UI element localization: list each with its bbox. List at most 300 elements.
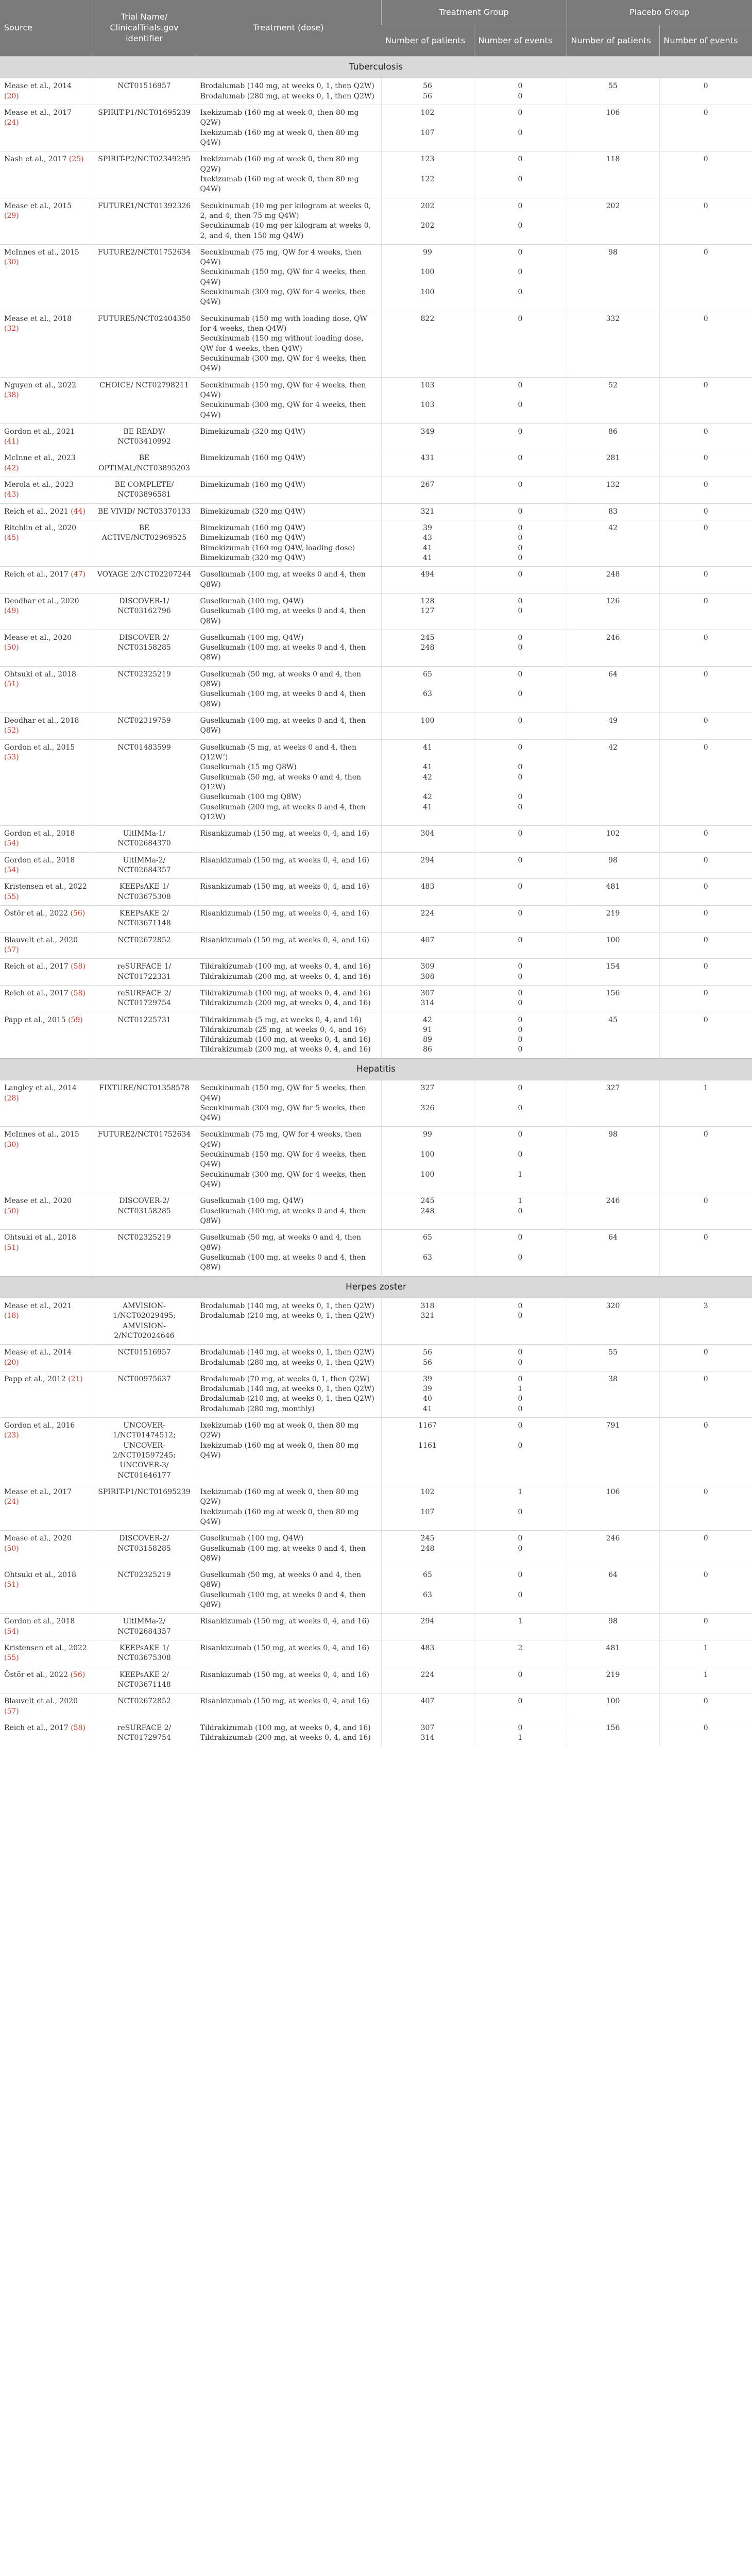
source-text: Reich et al., 2017 [4,962,69,971]
placebo-patients-cell: 55 [567,1345,659,1371]
source-text: Reich et al., 2017 [4,989,69,997]
placebo-events-cell: 0 [659,1693,752,1720]
treatment-patients-cell [381,151,474,198]
table-row [0,906,752,933]
treatment-events-cell [474,1720,567,1746]
events-value: 0 [518,1150,523,1159]
placebo-patients-cell: 154 [567,959,659,986]
treatment-events-cell [474,630,567,666]
reference-link[interactable]: (24) [4,118,19,127]
patients-value: 41 [423,763,432,772]
trial-cell: NCT01516957 [93,78,196,105]
reference-link[interactable]: (44) [71,507,86,516]
reference-link[interactable]: (54) [4,839,19,848]
reference-link[interactable]: (56) [70,909,86,918]
placebo-events-cell: 0 [659,151,752,198]
treatment-events-cell [474,1484,567,1530]
reference-link[interactable]: (50) [4,1544,19,1553]
treatment-cell [196,1127,381,1193]
treatment-dose: Bimekizumab (160 mg Q4W, loading dose) [200,544,355,552]
reference-link[interactable]: (30) [4,1140,19,1149]
placebo-events-cell: 0 [659,906,752,933]
treatment-patients-cell [381,78,474,105]
placebo-events-cell: 0 [659,311,752,377]
patients-value: 127 [420,607,435,616]
source-text: Nash et al., 2017 [4,155,67,164]
source-cell [0,666,93,713]
source-text: Reich et al., 2021 [4,507,69,516]
patients-value: 202 [420,222,435,230]
reference-link[interactable]: (25) [69,155,84,164]
events-value: 0 [518,1084,523,1093]
events-value: 0 [518,803,523,811]
reference-link[interactable]: (20) [4,1358,19,1367]
treatment-dose: Guselkumab (100 mg, Q4W) [200,597,304,605]
patients-value: 103 [420,381,435,389]
reference-link[interactable]: (53) [4,753,19,761]
placebo-events-cell: 1 [659,1080,752,1127]
events-value: 0 [518,524,523,533]
treatment-dose: Tildrakizumab (200 mg, at weeks 0, 4, and 16) [200,972,371,981]
treatment-dose: Secukinumab (150 mg without loading dose, QW for 4 weeks, then Q4W) [200,334,364,353]
reference-link[interactable]: (30) [4,258,19,267]
reference-link[interactable]: (18) [4,1312,19,1320]
reference-link[interactable]: (52) [4,726,19,735]
patients-value: 407 [420,936,435,944]
placebo-patients-cell: 320 [567,1298,659,1344]
events-value: 0 [518,773,523,782]
trial-cell: NCT02325219 [93,1567,196,1614]
treatment-dose: Tildrakizumab (200 mg, at weeks 0, 4, and 16) [200,999,371,1008]
placebo-events-cell: 0 [659,78,752,105]
source-cell [0,1567,93,1614]
source-text: Deodhar et al., 2020 [4,597,79,605]
reference-link[interactable]: (51) [4,1581,19,1589]
reference-link[interactable]: (41) [4,437,19,446]
treatment-dose: Bimekizumab (320 mg Q4W) [200,553,305,562]
patients-value: 65 [423,670,432,679]
events-value: 0 [518,856,523,865]
source-cell [0,713,93,740]
table-row [0,1080,752,1127]
treatment-dose: Secukinumab (300 mg, QW for 4 weeks, then Q4W) [200,401,366,419]
table-row [0,244,752,311]
source-cell [0,503,93,520]
placebo-patients-cell: 98 [567,852,659,879]
table-row [0,520,752,567]
source-cell [0,985,93,1012]
source-text: Ritchlin et al., 2020 [4,524,77,533]
source-cell [0,1418,93,1484]
placebo-patients-cell: 55 [567,78,659,105]
events-value: 0 [518,1544,523,1553]
placebo-events-cell: 0 [659,1531,752,1567]
trial-cell: BE COMPLETE/ NCT03896581 [93,477,196,504]
events-value: 0 [518,544,523,552]
treatment-patients-cell [381,932,474,959]
treatment-dose: Guselkumab (50 mg, at weeks 0 and 4, then Q8W) [200,1233,362,1252]
treatment-cell [196,593,381,630]
treatment-dose: Guselkumab (50 mg, at weeks 0 and 4, then Q8W) [200,670,362,689]
events-value: 0 [518,507,523,516]
reference-link[interactable]: (51) [4,680,19,689]
reference-link[interactable]: (42) [4,464,19,472]
placebo-patients-cell: 106 [567,105,659,151]
treatment-patients-cell [381,1693,474,1720]
reference-link[interactable]: (20) [4,92,19,100]
source-cell [0,739,93,826]
treatment-dose: Risankizumab (150 mg, at weeks 0, 4, and 16) [200,1697,369,1706]
trial-cell: FUTURE2/NCT01752634 [93,244,196,311]
reference-link[interactable]: (47) [71,570,86,579]
events-value: 0 [518,553,523,562]
treatment-patients-cell [381,311,474,377]
treatment-dose: Brodalumab (280 mg, at weeks 0, 1, then Q2W) [200,92,374,100]
treatment-patients-cell [381,852,474,879]
placebo-events-cell: 0 [659,244,752,311]
source-text: McInnes et al., 2015 [4,248,79,257]
events-value: 0 [518,201,523,210]
treatment-patients-cell [381,244,474,311]
events-value: 0 [518,1723,523,1732]
placebo-patients-cell: 100 [567,932,659,959]
placebo-events-cell: 0 [659,932,752,959]
reference-link[interactable]: (56) [70,1670,86,1679]
reference-link[interactable]: (54) [4,1627,19,1636]
treatment-dose: Brodalumab (280 mg, at weeks 0, 1, then Q2W) [200,1358,374,1367]
treatment-dose: Tildrakizumab (100 mg, at weeks 0, 4, and 16) [200,989,371,997]
treatment-patients-cell [381,503,474,520]
events-value: 2 [518,1644,523,1653]
treatment-events-cell [474,377,567,423]
header-trial: Trial Name/ ClinicalTrials.gov identifier [93,0,196,57]
reference-link[interactable]: (57) [4,1707,19,1716]
reference-link[interactable]: (43) [4,490,19,499]
reference-link[interactable]: (54) [4,866,19,875]
treatment-events-cell [474,1640,567,1667]
placebo-patients-cell: 98 [567,1127,659,1193]
reference-link[interactable]: (23) [4,1431,19,1440]
events-value: 0 [518,1421,523,1430]
table-row [0,932,752,959]
treatment-dose: Brodalumab (210 mg, at weeks 0, 1, then Q2W) [200,1395,374,1403]
treatment-cell [196,1720,381,1746]
reference-link[interactable]: (45) [4,534,19,543]
trial-cell: KEEPsAKE 2/ NCT03671148 [93,906,196,933]
treatment-events-cell [474,198,567,244]
trial-cell: KEEPsAKE 2/ NCT03671148 [93,1667,196,1693]
placebo-patients-cell: 481 [567,879,659,906]
treatment-events-cell [474,78,567,105]
reference-link[interactable]: (49) [4,607,19,616]
treatment-dose: Secukinumab (75 mg, QW for 4 weeks, then Q4W) [200,248,362,267]
section-title: Tuberculosis [0,57,752,78]
patients-value: 128 [420,597,435,605]
reference-link[interactable]: (58) [71,1723,86,1732]
table-row [0,567,752,594]
treatment-patients-cell [381,906,474,933]
patients-value: 318 [420,1301,435,1310]
treatment-dose: Tildrakizumab (100 mg, at weeks 0, 4, and 16) [200,1723,371,1732]
treatment-patients-cell [381,450,474,477]
trial-cell: UltIMMa-2/ NCT02684357 [93,1614,196,1640]
treatment-patients-cell [381,1418,474,1484]
treatment-cell [196,932,381,959]
treatment-cell [196,78,381,105]
treatment-patients-cell [381,477,474,504]
treatment-dose: Ixekizumab (160 mg at week 0, then 80 mg Q4W) [200,175,359,194]
reference-link[interactable]: (59) [68,1015,83,1024]
patients-value: 89 [423,1036,432,1044]
table-row [0,1345,752,1371]
trial-cell: BE OPTIMAL/NCT03895203 [93,450,196,477]
treatment-cell [196,1693,381,1720]
treatment-patients-cell [381,985,474,1012]
treatment-dose: Risankizumab (150 mg, at weeks 0, 4, and 16) [200,1617,369,1626]
trial-cell: DISCOVER-2/ NCT03158285 [93,630,196,666]
source-cell [0,630,93,666]
treatment-dose: Guselkumab (100 mg, at weeks 0 and 4, then Q8W) [200,570,366,589]
treatment-dose: Tildrakizumab (200 mg, at weeks 0, 4, and 16) [200,1045,371,1054]
placebo-patients-cell: 100 [567,1693,659,1720]
treatment-patients-cell [381,520,474,567]
events-value: 0 [518,1045,523,1054]
treatment-events-cell [474,906,567,933]
table-row [0,985,752,1012]
source-cell [0,151,93,198]
treatment-dose: Brodalumab (140 mg, at weeks 0, 1, then Q2W) [200,1385,374,1394]
placebo-patients-cell: 126 [567,593,659,630]
events-value: 0 [518,381,523,389]
events-value: 1 [518,1617,523,1626]
source-text: Papp et al., 2015 [4,1015,66,1024]
trial-cell: DISCOVER-1/ NCT03162796 [93,593,196,630]
events-value: 0 [518,607,523,616]
reference-link[interactable]: (57) [4,945,19,954]
source-cell [0,78,93,105]
treatment-dose: Secukinumab (150 mg, QW for 4 weeks, then Q4W) [200,1150,366,1169]
patients-value: 91 [423,1025,432,1034]
table-row [0,1531,752,1567]
placebo-events-cell: 0 [659,1614,752,1640]
source-cell [0,423,93,450]
treatment-dose: Secukinumab (10 mg per kilogram at weeks 0, 2, and 4, then 75 mg Q4W) [200,201,371,220]
treatment-dose: Ixekizumab (160 mg at week 0, then 80 mg Q4W) [200,128,359,147]
reference-link[interactable]: (32) [4,325,19,333]
table-header [0,0,752,57]
treatment-patients-cell [381,1667,474,1693]
treatment-cell [196,1193,381,1230]
table-row [0,1720,752,1746]
patients-value: 1167 [418,1421,437,1430]
source-text: McInne et al., 2023 [4,454,76,463]
patients-value: 99 [423,248,432,257]
treatment-dose: Secukinumab (300 mg, QW for 4 weeks, then Q4W) [200,1170,366,1189]
placebo-patients-cell: 42 [567,739,659,826]
treatment-events-cell [474,1371,567,1417]
placebo-events-cell: 0 [659,1418,752,1484]
reference-link[interactable]: (28) [4,1094,19,1103]
source-cell [0,1127,93,1193]
table-row [0,852,752,879]
events-value: 0 [518,1312,523,1320]
reference-link[interactable]: (50) [4,643,19,652]
source-text: Gordon et al., 2015 [4,743,75,752]
source-text: Mease et al., 2020 [4,1197,72,1206]
placebo-patients-cell: 86 [567,423,659,450]
table-row [0,1667,752,1693]
trial-cell: UNCOVER-1/NCT01474512; UNCOVER-2/NCT01597245; UNCOVER-3/ NCT01646177 [93,1418,196,1484]
placebo-events-cell: 0 [659,1484,752,1530]
placebo-patients-cell: 248 [567,567,659,594]
patients-value: 100 [420,1170,435,1179]
source-cell [0,450,93,477]
treatment-cell [196,666,381,713]
source-text: Kristensen et al., 2022 [4,883,87,891]
placebo-patients-cell: 327 [567,1080,659,1127]
treatment-dose: Tildrakizumab (200 mg, at weeks 0, 4, and 16) [200,1734,371,1742]
patients-value: 39 [423,1385,432,1394]
treatment-patients-cell [381,959,474,986]
treatment-cell [196,503,381,520]
treatment-cell [196,879,381,906]
patients-value: 294 [420,856,435,865]
source-text: Gordon et al., 2018 [4,1617,75,1626]
treatment-cell [196,567,381,594]
treatment-dose: Tildrakizumab (100 mg, at weeks 0, 4, and 16) [200,962,371,971]
patients-value: 100 [420,268,435,277]
events-value: 0 [518,763,523,772]
treatment-dose: Bimekizumab (160 mg Q4W) [200,534,305,543]
source-text: Nguyen et al., 2022 [4,381,77,389]
table-row [0,1484,752,1530]
trial-cell: NCT01516957 [93,1345,196,1371]
treatment-events-cell [474,879,567,906]
treatment-dose: Guselkumab (100 mg, at weeks 0 and 4, then Q8W) [200,643,366,662]
treatment-dose: Bimekizumab (160 mg Q4W) [200,524,305,533]
events-value: 0 [518,717,523,725]
patients-value: 86 [423,1045,432,1054]
reference-link[interactable]: (51) [4,1243,19,1252]
table-row [0,377,752,423]
table-row [0,1418,752,1484]
placebo-patients-cell: 332 [567,311,659,377]
trial-cell: UltIMMa-1/ NCT02684370 [93,826,196,853]
events-value: 0 [518,1375,523,1383]
placebo-events-cell: 0 [659,1371,752,1417]
source-cell [0,477,93,504]
patients-value: 245 [420,633,435,642]
trial-cell: DISCOVER-2/ NCT03158285 [93,1193,196,1230]
source-text: Reich et al., 2017 [4,1723,69,1732]
treatment-dose: Risankizumab (150 mg, at weeks 0, 4, and 16) [200,856,369,865]
reference-link[interactable]: (24) [4,1498,19,1506]
treatment-patients-cell [381,567,474,594]
table-row [0,879,752,906]
placebo-patients-cell: 45 [567,1012,659,1058]
treatment-dose: Risankizumab (150 mg, at weeks 0, 4, and 16) [200,1644,369,1653]
reference-link[interactable]: (50) [4,1207,19,1215]
source-text: Gordon et al., 2021 [4,427,75,436]
placebo-events-cell: 1 [659,1667,752,1693]
events-value: 0 [518,1358,523,1367]
treatment-cell [196,198,381,244]
treatment-cell [196,1614,381,1640]
trial-cell: NCT02672852 [93,1693,196,1720]
reference-link[interactable]: (29) [4,211,19,220]
table-row [0,666,752,713]
treatment-cell [196,423,381,450]
trial-cell: KEEPsAKE 1/ NCT03675308 [93,879,196,906]
patients-value: 248 [420,1207,435,1215]
source-text: McInnes et al., 2015 [4,1130,79,1139]
placebo-events-cell: 0 [659,985,752,1012]
events-value: 0 [518,314,523,323]
treatment-patients-cell [381,423,474,450]
source-text: Östör et al., 2022 [4,909,69,918]
reference-link[interactable]: (38) [4,391,19,399]
patients-value: 494 [420,570,435,579]
events-value [478,354,562,374]
placebo-patients-cell: 202 [567,198,659,244]
treatment-events-cell [474,959,567,986]
reference-link[interactable]: (55) [4,892,19,901]
placebo-events-cell: 0 [659,1230,752,1276]
treatment-events-cell [474,1693,567,1720]
trial-cell: FUTURE5/NCT02404350 [93,311,196,377]
placebo-events-cell: 0 [659,105,752,151]
events-value: 0 [518,570,523,579]
treatment-dose: Brodalumab (280 mg, monthly) [200,1404,315,1413]
treatment-events-cell [474,713,567,740]
reference-link[interactable]: (21) [68,1375,83,1383]
header-treatment-events: Number of events [474,25,567,57]
events-value: 0 [518,454,523,463]
patients-value: 407 [420,1697,435,1706]
treatment-dose: Secukinumab (150 mg, QW for 4 weeks, then Q4W) [200,268,366,286]
events-value: 0 [518,962,523,971]
treatment-cell [196,906,381,933]
reference-link[interactable]: (58) [71,989,86,997]
header-treatment: Treatment (dose) [196,0,381,57]
reference-link[interactable]: (58) [71,962,86,971]
treatment-dose: Ixekizumab (160 mg at week 0, then 80 mg Q4W) [200,1507,359,1526]
treatment-patients-cell [381,630,474,666]
patients-value: 431 [420,454,435,463]
patients-value: 42 [423,1015,432,1024]
patients-value: 103 [420,401,435,410]
placebo-events-cell: 0 [659,377,752,423]
reference-link[interactable]: (55) [4,1654,19,1663]
treatment-patients-cell [381,105,474,151]
treatment-patients-cell [381,1371,474,1417]
events-value: 0 [518,1025,523,1034]
treatment-patients-cell [381,1127,474,1193]
treatment-dose: Bimekizumab (320 mg Q4W) [200,507,305,516]
patients-value: 309 [420,962,435,971]
treatment-patients-cell [381,1720,474,1746]
placebo-events-cell: 1 [659,1640,752,1667]
events-value: 0 [518,248,523,257]
treatment-dose: Guselkumab (50 mg, at weeks 0 and 4, then Q8W) [200,1571,362,1589]
table-row [0,105,752,151]
events-value: 0 [518,643,523,652]
treatment-dose: Brodalumab (140 mg, at weeks 0, 1, then Q2W) [200,1348,374,1357]
trial-cell: AMVISION-1/NCT02029495; AMVISION-2/NCT02024646 [93,1298,196,1344]
treatment-dose: Secukinumab (300 mg, QW for 4 weeks, then Q4W) [200,354,366,373]
events-value: 1 [518,1170,523,1179]
events-value: 0 [518,999,523,1008]
